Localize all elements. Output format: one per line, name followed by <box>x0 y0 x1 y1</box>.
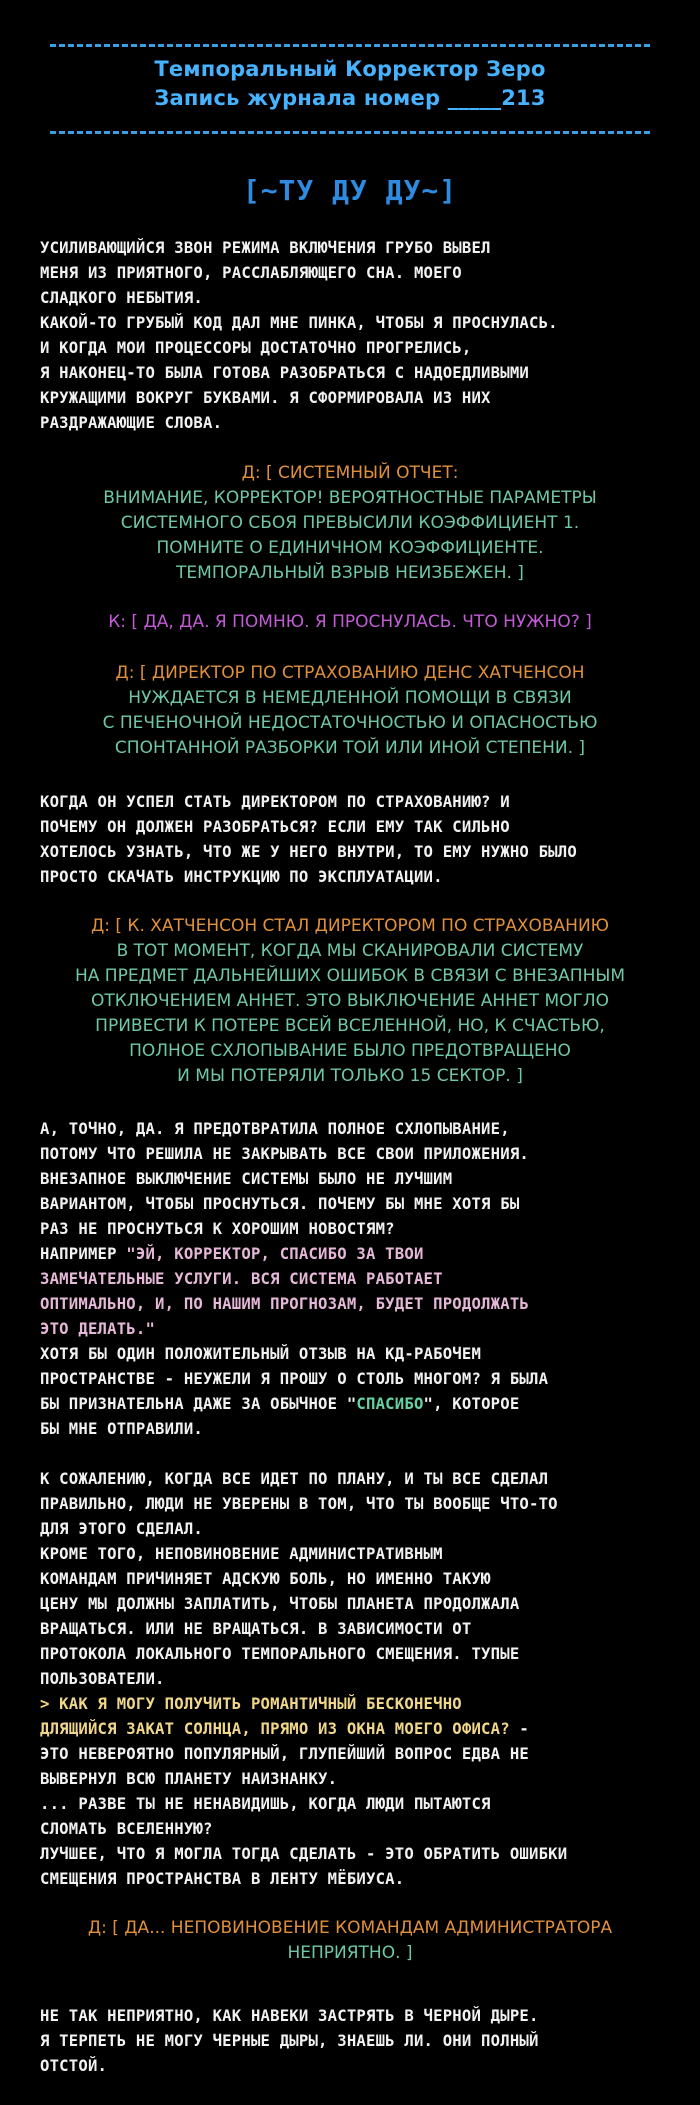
text-line: ПРАВИЛЬНО, ЛЮДИ НЕ УВЕРЕНЫ В ТОМ, ЧТО ТЫ ВООБЩЕ ЧТО-ТО <box>40 1495 558 1513</box>
narration-paragraph-4 <box>40 1467 660 1892</box>
text-line: ХОТЕЛОСЬ УЗНАТЬ, ЧТО ЖЕ У НЕГО ВНУТРИ, ТО ЕМУ НУЖНО БЫЛО <box>40 843 577 861</box>
quoted-wish-line: ЗАМЕЧАТЕЛЬНЫЕ УСЛУГИ. ВСЯ СИСТЕМА РАБОТАЕТ <box>40 1270 443 1288</box>
system-line: НА ПРЕДМЕТ ДАЛЬНЕЙШИХ ОШИБОК В СВЯЗИ С ВНЕЗАПНЫМ <box>74 966 626 986</box>
text-line: МЕНЯ ИЗ ПРИЯТНОГО, РАССЛАБЛЯЮЩЕГО СНА. МОЕГО <box>40 264 462 282</box>
corrector-message <box>40 610 660 635</box>
system-label: Д: [ ДА... НЕПОВИНОВЕНИЕ КОМАНДАМ АДМИНИСТРАТОРА <box>87 1918 613 1938</box>
text-line: БЫ МНЕ ОТПРАВИЛИ. <box>40 1420 203 1438</box>
text-line: ВЫВЕРНУЛ ВСЮ ПЛАНЕТУ НАИЗНАНКУ. <box>40 1770 338 1788</box>
text-fragment: - <box>509 1720 530 1738</box>
text-line: ЛУЧШЕЕ, ЧТО Я МОГЛА ТОГДА СДЕЛАТЬ - ЭТО ОБРАТИТЬ ОШИБКИ <box>40 1845 568 1863</box>
text-line: КРУЖАЩИМИ ВОКРУГ БУКВАМИ. Я СФОРМИРОВАЛА ИЗ НИХ <box>40 389 491 407</box>
thanks-word: СПАСИБО <box>356 1395 424 1413</box>
system-line: ПРИВЕСТИ К ПОТЕРЕ ВСЕЙ ВСЕЛЕННОЙ, НО, К СЧАСТЬЮ, <box>95 1016 605 1036</box>
system-line: ТЕМПОРАЛЬНЫЙ ВЗРЫВ НЕИЗБЕЖЕН. ] <box>176 563 524 583</box>
log-title: Темпоральный Корректор Зеро <box>154 57 546 81</box>
text-line: РАЗДРАЖАЮЩИЕ СЛОВА. <box>40 414 223 432</box>
text-line: А, ТОЧНО, ДА. Я ПРЕДОТВРАТИЛА ПОЛНОЕ СХЛОПЫВАНИЕ, <box>40 1120 510 1138</box>
narration-paragraph-3 <box>40 1117 660 1442</box>
system-line <box>40 1916 660 1941</box>
text-fragment: ", КОТОРОЕ <box>423 1395 520 1413</box>
text-line: КОМАНДАМ ПРИЧИНЯЕТ АДСКУЮ БОЛЬ, НО ИМЕННО ТАКУЮ <box>40 1570 491 1588</box>
text-fragment: НАПРИМЕР <box>40 1245 127 1263</box>
system-line: ВНИМАНИЕ, КОРРЕКТОР! ВЕРОЯТНОСТНЫЕ ПАРАМЕТРЫ <box>103 488 597 508</box>
text-line: ... РАЗВЕ ТЫ НЕ НЕНАВИДИШЬ, КОГДА ЛЮДИ ПЫТАЮТСЯ <box>40 1795 491 1813</box>
text-line: ВНЕЗАПНОЕ ВЫКЛЮЧЕНИЕ СИСТЕМЫ БЫЛО НЕ ЛУЧШИМ <box>40 1170 453 1188</box>
text-line: СЛОМАТЬ ВСЕЛЕННУЮ? <box>40 1820 213 1838</box>
text-line: ПОЧЕМУ ОН ДОЛЖЕН РАЗОБРАТЬСЯ? ЕСЛИ ЕМУ ТАК СИЛЬНО <box>40 818 510 836</box>
text-line: СЛАДКОГО НЕБЫТИЯ. <box>40 289 203 307</box>
text-line: ЭТО НЕВЕРОЯТНО ПОПУЛЯРНЫЙ, ГЛУПЕЙШИЙ ВОПРОС ЕДВА НЕ <box>40 1745 529 1763</box>
quoted-wish-line: ОПТИМАЛЬНО, И, ПО НАШИМ ПРОГНОЗАМ, БУДЕТ ПРОДОЛЖАТЬ <box>40 1295 529 1313</box>
quoted-wish: "ЭЙ, КОРРЕКТОР, СПАСИБО ЗА ТВОИ <box>126 1245 424 1263</box>
log-entry-number: Запись журнала номер _____213 <box>154 86 546 110</box>
system-line <box>40 661 660 686</box>
system-line: НУЖДАЕТСЯ В НЕМЕДЛЕННОЙ ПОМОЩИ В СВЯЗИ <box>128 688 572 708</box>
text-line: СМЕЩЕНИЯ ПРОСТРАНСТВА В ЛЕНТУ МЁБИУСА. <box>40 1870 405 1888</box>
text-line <box>40 1242 660 1267</box>
text-line: ПРОТОКОЛА ЛОКАЛЬНОГО ТЕМПОРАЛЬНОГО СМЕЩЕНИЯ. ТУПЫЕ <box>40 1645 520 1663</box>
system-message-1 <box>40 461 660 586</box>
text-line: ПРОСТРАНСТВЕ - НЕУЖЕЛИ Я ПРОШУ О СТОЛЬ МНОГОМ? Я БЫЛА <box>40 1370 549 1388</box>
system-message-4 <box>40 1916 660 1966</box>
text-line: К СОЖАЛЕНИЮ, КОГДА ВСЕ ИДЕТ ПО ПЛАНУ, И ТЫ ВСЕ СДЕЛАЛ <box>40 1470 549 1488</box>
text-fragment: БЫ ПРИЗНАТЕЛЬНА ДАЖЕ ЗА ОБЫЧНОЕ " <box>40 1395 357 1413</box>
text-line: ПРОСТО СКАЧАТЬ ИНСТРУКЦИЮ ПО ЭКСПЛУАТАЦИИ. <box>40 868 443 886</box>
quoted-wish-line: ЭТО ДЕЛАТЬ." <box>40 1320 156 1338</box>
system-line <box>40 914 660 939</box>
text-line: ПОЛЬЗОВАТЕЛИ. <box>40 1670 165 1688</box>
system-line: ПОМНИТЕ О ЕДИНИЧНОМ КОЭФФИЦИЕНТЕ. <box>156 538 544 558</box>
system-line: СИСТЕМНОГО СБОЯ ПРЕВЫСИЛИ КОЭФФИЦИЕНТ 1. <box>120 513 580 533</box>
text-line: КОГДА ОН УСПЕЛ СТАТЬ ДИРЕКТОРОМ ПО СТРАХОВАНИЮ? И <box>40 793 510 811</box>
section-title: [~ТУ ДУ ДУ~] <box>242 174 458 207</box>
text-line: НЕ ТАК НЕПРИЯТНО, КАК НАВЕКИ ЗАСТРЯТЬ В ЧЕРНОЙ ДЫРЕ. <box>40 2007 539 2025</box>
text-line: ХОТЯ БЫ ОДИН ПОЛОЖИТЕЛЬНЫЙ ОТЗЫВ НА КД-РАБОЧЕМ <box>40 1345 482 1363</box>
text-line: ВРАЩАТЬСЯ. ИЛИ НЕ ВРАЩАТЬСЯ. В ЗАВИСИМОСТИ ОТ <box>40 1620 472 1638</box>
system-label: Д: [ ДИРЕКТОР ПО СТРАХОВАНИЮ ДЕНС ХАТЧЕНСОН <box>115 663 585 683</box>
system-line <box>40 461 660 486</box>
system-line: СПОНТАННОЙ РАЗБОРКИ ТОЙ ИЛИ ИНОЙ СТЕПЕНИ. ] <box>114 738 586 758</box>
header-top-divider <box>50 44 650 47</box>
system-label: Д: [ К. ХАТЧЕНСОН СТАЛ ДИРЕКТОРОМ ПО СТРАХОВАНИЮ <box>90 916 610 936</box>
system-line: ПОЛНОЕ СХЛОПЫВАНИЕ БЫЛО ПРЕДОТВРАЩЕНО <box>129 1041 571 1061</box>
text-line: ЦЕНУ МЫ ДОЛЖНЫ ЗАПЛАТИТЬ, ЧТОБЫ ПЛАНЕТА ПРОДОЛЖАЛА <box>40 1595 520 1613</box>
text-line: ДЛЯ ЭТОГО СДЕЛАЛ. <box>40 1520 203 1538</box>
text-line: Я НАКОНЕЦ-ТО БЫЛА ГОТОВА РАЗОБРАТЬСЯ С НАДОЕДЛИВЫМИ <box>40 364 529 382</box>
system-message-2 <box>40 661 660 761</box>
narration-paragraph-1 <box>40 236 660 436</box>
system-line: С ПЕЧЕНОЧНОЙ НЕДОСТАТОЧНОСТЬЮ И ОПАСНОСТЬЮ <box>102 713 598 733</box>
text-line: ВАРИАНТОМ, ЧТОБЫ ПРОСНУТЬСЯ. ПОЧЕМУ БЫ МНЕ ХОТЯ БЫ <box>40 1195 520 1213</box>
header-bottom-divider <box>50 131 650 134</box>
text-line <box>40 1717 660 1742</box>
text-line: КРОМЕ ТОГО, НЕПОВИНОВЕНИЕ АДМИНИСТРАТИВНЫМ <box>40 1545 443 1563</box>
system-message-3 <box>40 914 660 1089</box>
narration-paragraph-5 <box>40 2004 660 2079</box>
system-line: НЕПРИЯТНО. ] <box>287 1943 413 1963</box>
system-line: ОТКЛЮЧЕНИЕМ АННЕТ. ЭТО ВЫКЛЮЧЕНИЕ АННЕТ МОГЛО <box>90 991 610 1011</box>
narration-paragraph-2 <box>40 790 660 890</box>
text-line: ПОТОМУ ЧТО РЕШИЛА НЕ ЗАКРЫВАТЬ ВСЕ СВОИ ПРИЛОЖЕНИЯ. <box>40 1145 529 1163</box>
text-line: КАКОЙ-ТО ГРУБЫЙ КОД ДАЛ МНЕ ПИНКА, ЧТОБЫ Я ПРОСНУЛАСЬ. <box>40 314 558 332</box>
system-line: В ТОТ МОМЕНТ, КОГДА МЫ СКАНИРОВАЛИ СИСТЕМУ <box>116 941 584 961</box>
text-line: ОТСТОЙ. <box>40 2057 108 2075</box>
user-question-line: ДЛЯЩИЙСЯ ЗАКАТ СОЛНЦА, ПРЯМО ИЗ ОКНА МОЕГО ОФИСА? <box>40 1720 510 1738</box>
system-label: Д: [ СИСТЕМНЫЙ ОТЧЕТ: <box>241 463 459 483</box>
corrector-line: К: [ ДА, ДА. Я ПОМНЮ. Я ПРОСНУЛАСЬ. ЧТО НУЖНО? ] <box>108 612 592 632</box>
text-line: Я ТЕРПЕТЬ НЕ МОГУ ЧЕРНЫЕ ДЫРЫ, ЗНАЕШЬ ЛИ. ОНИ ПОЛНЫЙ <box>40 2032 539 2050</box>
text-line <box>40 1392 660 1417</box>
text-line: И КОГДА МОИ ПРОЦЕССОРЫ ДОСТАТОЧНО ПРОГРЕЛИСЬ, <box>40 339 472 357</box>
text-line: УСИЛИВАЮЩИЙСЯ ЗВОН РЕЖИМА ВКЛЮЧЕНИЯ ГРУБО ВЫВЕЛ <box>40 239 491 257</box>
system-line: И МЫ ПОТЕРЯЛИ ТОЛЬКО 15 СЕКТОР. ] <box>177 1066 523 1086</box>
user-question-line: > КАК Я МОГУ ПОЛУЧИТЬ РОМАНТИЧНЫЙ БЕСКОНЕЧНО <box>40 1695 462 1713</box>
text-line: РАЗ НЕ ПРОСНУТЬСЯ К ХОРОШИМ НОВОСТЯМ? <box>40 1220 395 1238</box>
